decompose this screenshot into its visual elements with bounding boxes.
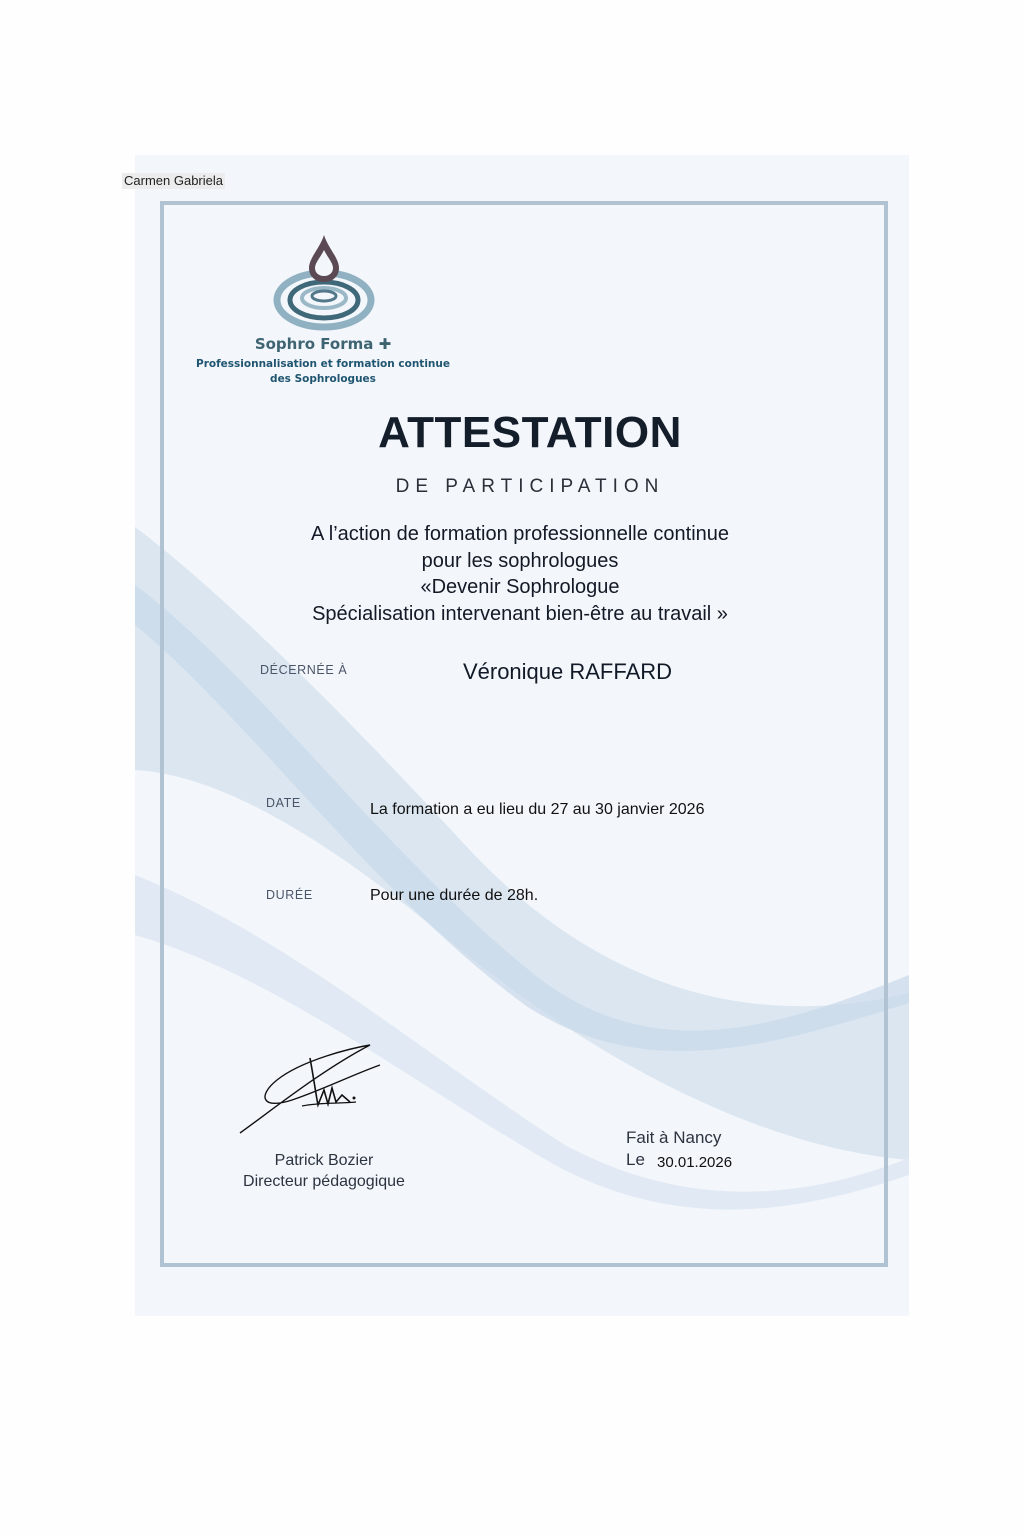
owner-tag: Carmen Gabriela [124,173,223,188]
duration-label: DURÉE [266,888,313,902]
intro-line: A l’action de formation professionnelle continue [310,523,730,545]
brand-tagline [190,357,456,387]
recipient-name: Véronique RAFFARD [462,659,673,684]
awarded-label: DÉCERNÉE À [260,663,348,677]
brand-name: Sophro Forma ✚ [254,335,392,353]
certificate-subtitle: DE PARTICIPATION [395,476,665,497]
intro-line: «Devenir Sophrologue [420,576,620,598]
signer-block [220,1150,428,1192]
signature-image [232,1040,382,1140]
date-value: La formation a eu lieu du 27 au 30 janvier 2026 [370,801,705,818]
signer-role: Directeur pédagogique [243,1173,405,1190]
date-label: DATE [266,796,301,810]
duration-value: Pour une durée de 28h. [370,887,539,904]
issue-le-label: Le [626,1150,645,1169]
certificate-sheet [135,155,909,1316]
intro-line: pour les sophrologues [421,549,619,572]
water-drop-logo-icon [262,230,386,336]
issue-place: Fait à Nancy [626,1128,722,1147]
issue-date: 30.01.2026 [657,1154,733,1171]
intro-line: Spécialisation intervenant bien-être au travail » [312,602,728,625]
brand-tagline-line-1: Professionnalisation et formation continue [196,358,450,370]
training-description [270,521,770,627]
certificate-title: ATTESTATION [378,408,682,457]
brand-tagline-line-2: des Sophrologues [270,373,376,385]
signer-name: Patrick Bozier [274,1152,374,1169]
